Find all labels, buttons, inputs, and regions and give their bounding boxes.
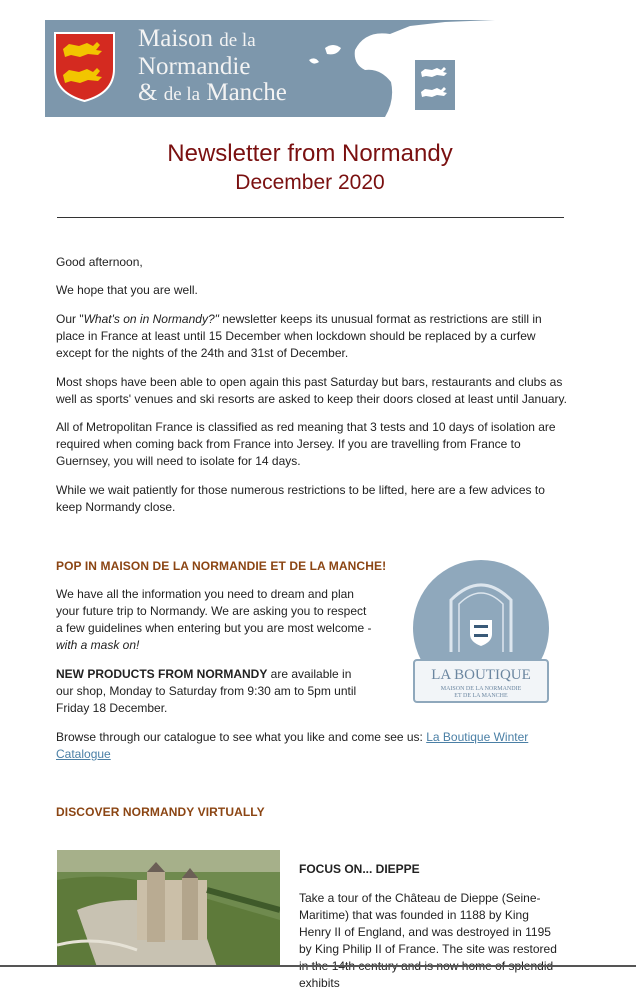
pop-in-paragraph-1: We have all the information you need to dream and plan your future trip to Normandy. We are asking you to respect a few guidelines when entering but you are most welcome - with a mask on! (56, 587, 372, 652)
focus-heading: FOCUS ON... DIEPPE (299, 862, 420, 876)
boutique-subtitle-2: ET DE LA MANCHE (454, 693, 508, 699)
focus-paragraph: Take a tour of the Château de Dieppe (Seine-Maritime) that was founded in 1188 by King Henry II of England, and was destroyed in 1195 by King Philip II of France. The site was restored exhibits (299, 891, 557, 990)
normandy-map-silhouette (295, 20, 576, 117)
pop-in-paragraph-3: Browse through our catalogue to see what you like and come see us: La Boutique Winter Catalogue (56, 730, 529, 761)
intro-paragraph-5: While we wait patiently for those numerous restrictions to be lifted, here are a few advices to keep Normandy close. (56, 483, 545, 514)
boutique-title: LA BOUTIQUE (431, 667, 531, 683)
intro-paragraph-4: All of Metropolitan France is classified as red meaning that 3 tests and 10 days of isolation are required when coming back from France into Jersey. If you are travelling from France to Guernsey, you will need to isolate for 14 days. (56, 420, 556, 468)
section-heading-pop-in: POP IN MAISON DE LA NORMANDIE ET DE LA MANCHE! (56, 559, 387, 573)
normandy-crest-icon (53, 31, 116, 103)
title-divider (57, 217, 564, 218)
intro-paragraph-2: Our "What's on in Normandy?" newsletter keeps its unusual format as restrictions are still in place in France at least until 15 December when lockdown should be replaced by a curfew except for the nights of the 24th and 31st of December. (56, 312, 542, 360)
title-line1: Newsletter from Normandy (167, 140, 453, 167)
section-heading-discover: DISCOVER NORMANDY VIRTUALLY (56, 805, 265, 819)
intro-paragraph-3: Most shops have been able to open again this past Saturday but bars, restaurants and clubs as well as sports' venues and ski resorts are asked to keep their doors closed at least until January. (56, 375, 567, 406)
intro-paragraph-1: We hope that you are well. (56, 283, 198, 297)
header-banner (45, 20, 576, 117)
boutique-subtitle-1: MAISON DE LA NORMANDIE (440, 686, 522, 692)
la-boutique-logo[interactable] (406, 560, 552, 706)
newsletter-title (0, 139, 620, 196)
boutique-catalogue-link[interactable]: La Boutique Winter Catalogue (56, 730, 529, 761)
dieppe-castle-photo (57, 850, 280, 967)
greeting: Good afternoon, (56, 255, 143, 269)
pop-in-paragraph-2: NEW PRODUCTS FROM NORMANDY are available in our shop, Monday to Saturday from 9:30 am to 5pm until Friday 18 December. (56, 667, 357, 715)
brand-logotype: Maison de la Normandie & de la Manche (138, 25, 287, 106)
title-line2: December 2020 (235, 171, 385, 194)
